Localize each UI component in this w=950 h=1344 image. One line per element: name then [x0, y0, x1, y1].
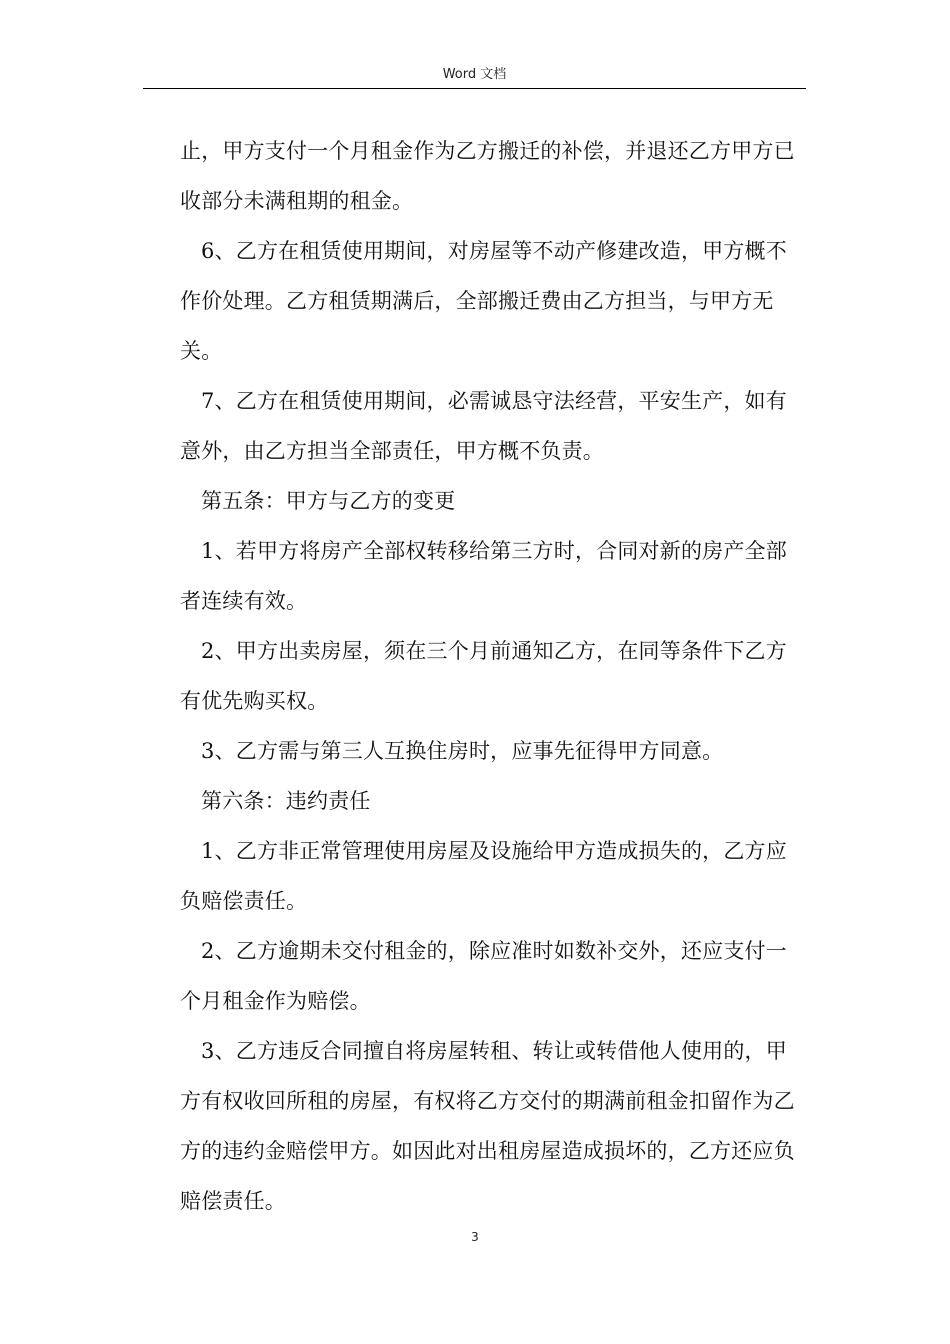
paragraph-article-5-item-1: 1、若甲方将房产全部权转移给第三方时，合同对新的房产全部者连续有效。 — [180, 539, 787, 613]
paragraph-article-6-item-2: 2、乙方逾期未交付租金的，除应准时如数补交外，还应支付一个月租金作为赔偿。 — [180, 939, 787, 1013]
section-heading-article-6: 第六条：违约责任 — [201, 789, 371, 813]
paragraph-article-5-item-3: 3、乙方需与第三人互换住房时，应事先征得甲方同意。 — [201, 739, 724, 763]
paragraph-article-6-item-1: 1、乙方非正常管理使用房屋及设施给甲方造成损失的，乙方应负赔偿责任。 — [180, 839, 787, 913]
paragraph-continuation: 止，甲方支付一个月租金作为乙方搬迁的补偿，并退还乙方甲方已收部分未满租期的租金。 — [180, 139, 795, 213]
page-number: 3 — [471, 1230, 479, 1244]
document-body — [180, 126, 804, 1226]
paragraph-clause-7: 7、乙方在租赁使用期间，必需诚恳守法经营，平安生产，如有意外，由乙方担当全部责任，甲方概不负责。 — [180, 389, 787, 463]
section-heading-article-5: 第五条：甲方与乙方的变更 — [201, 489, 456, 513]
paragraph-article-5-item-2: 2、甲方出卖房屋，须在三个月前通知乙方，在同等条件下乙方有优先购买权。 — [180, 639, 787, 713]
header-rule — [143, 88, 806, 89]
paragraph-clause-6: 6、乙方在租赁使用期间，对房屋等不动产修建改造，甲方概不作价处理。乙方租赁期满后，全部搬迁费由乙方担当，与甲方无关。 — [180, 239, 787, 363]
paragraph-article-6-item-3: 3、乙方违反合同擅自将房屋转租、转让或转借他人使用的，甲方有权收回所租的房屋，有权将乙方交付的期满前租金扣留作为乙方的违约金赔偿甲方。如因此对出租房屋造成损坏的，乙方还应负赔偿责任。 — [180, 1039, 795, 1213]
page-header: Word 文档 — [442, 67, 507, 82]
